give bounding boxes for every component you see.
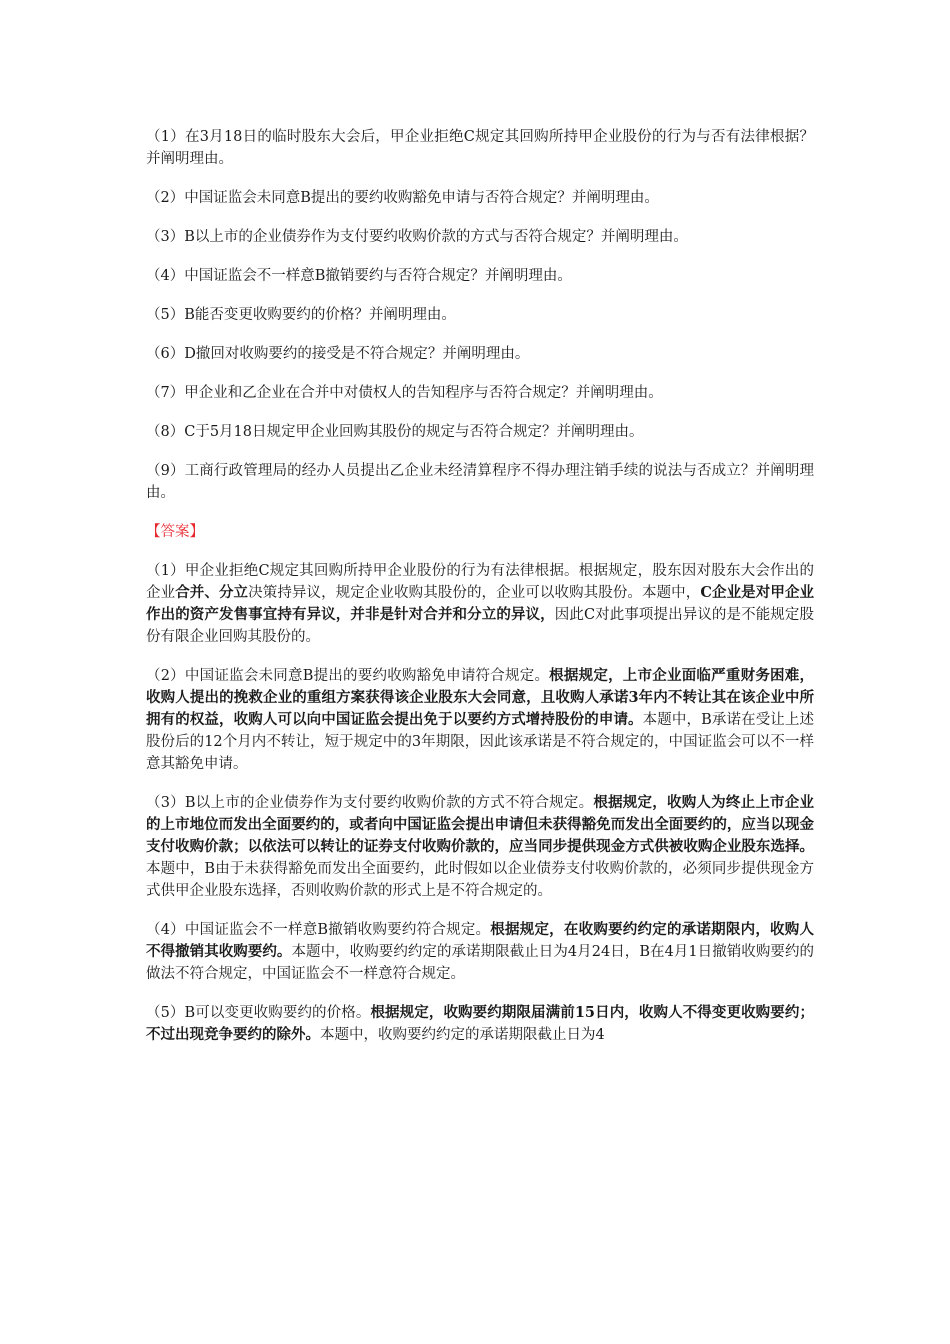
question-4: （4）中国证监会不一样意B撤销要约与否符合规定？并阐明理由。 (146, 268, 572, 284)
document-body (146, 126, 814, 1063)
question-2: （2）中国证监会未同意B提出的要约收购豁免申请与否符合规定？并阐明理由。 (146, 190, 659, 206)
question-1: （1）在3月18日的临时股东大会后，甲企业拒绝C规定其回购所持甲企业股份的行为与否有法律根据？并阐明理由。 (146, 129, 814, 167)
answer-4-text-1: （4）中国证监会不一样意B撤销收购要约符合规定。 (146, 922, 491, 938)
question-9: （9）工商行政管理局的经办人员提出乙企业未经清算程序不得办理注销手续的说法与否成立？并阐明理由。 (146, 463, 814, 501)
answer-2-bold-1: 根据规定，上市企业面临严重财务困难，收购人提出的挽救企业的重组方案获得该企业股东大会同意，且收购人承诺3年内不转让其在该企业中所拥有的权益，收购人可以向中国证监会提出免于以要约方式增持股份的申请。 (146, 667, 814, 728)
answer-1-text-1: （1）甲企业拒绝C规定其回购所持甲企业股份的行为有法律根据。根据规定，股东因对股东大会作出的企业 (146, 563, 814, 601)
question-5: （5）B能否变更收购要约的价格？并阐明理由。 (146, 307, 456, 323)
answer-4 (146, 919, 814, 985)
question-6: （6）D撤回对收购要约的接受是不符合规定？并阐明理由。 (146, 346, 530, 362)
answer-1 (146, 560, 814, 648)
answer-2-text-1: （2）中国证监会未同意B提出的要约收购豁免申请符合规定。 (146, 668, 550, 684)
answer-5-text-1: （5）B可以变更收购要约的价格。 (146, 1005, 371, 1021)
answer-3-text-1: （3）B以上市的企业债券作为支付要约收购价款的方式不符合规定。 (146, 795, 594, 811)
answer-2-text-2: 本题中，B承诺在受让上述股份后的12个月内不转让，短于规定中的3年期限，因此该承诺是不符合规定的，中国证监会可以不一样意其豁免申请。 (146, 712, 815, 772)
answer-5 (146, 1002, 814, 1046)
answer-3 (146, 792, 814, 902)
answer-heading: 【答案】 (146, 524, 204, 540)
answer-5-bold-1: 根据规定，收购要约期限届满前15日内，收购人不得变更收购要约；不过出现竞争要约的除外。 (146, 1004, 814, 1043)
answer-4-bold-1: 根据规定，在收购要约约定的承诺期限内，收购人不得撤销其收购要约。 (146, 921, 814, 960)
answer-1-text-2: 决策持异议，规定企业收购其股份的，企业可以收购其股份。本题中， (248, 585, 701, 601)
answer-2 (146, 665, 814, 775)
question-7: （7）甲企业和乙企业在合并中对债权人的告知程序与否符合规定？并阐明理由。 (146, 385, 663, 401)
answer-1-text-3: 因此C对此事项提出异议的是不能规定股份有限企业回购其股份的。 (146, 607, 815, 645)
question-3: （3）B以上市的企业债券作为支付要约收购价款的方式与否符合规定？并阐明理由。 (146, 229, 688, 245)
answer-1-bold-2: C企业是对甲企业作出的资产发售事宜持有异议，并非是针对合并和分立的异议， (146, 584, 815, 623)
answer-4-text-2: 本题中，收购要约约定的承诺期限截止日为4月24日，B在4月1日撤销收购要约的做法不符合规定，中国证监会不一样意符合规定。 (146, 944, 815, 982)
answer-3-text-2: 本题中，B由于未获得豁免而发出全面要约，此时假如以企业债券支付收购价款的，必须同步提供现金方式供甲企业股东选择，否则收购价款的形式上是不符合规定的。 (146, 861, 814, 899)
question-8: （8）C于5月18日规定甲企业回购其股份的规定与否符合规定？并阐明理由。 (146, 424, 644, 440)
answer-3-bold-1: 根据规定，收购人为终止上市企业的上市地位而发出全面要约的，或者向中国证监会提出申请但未获得豁免而发出全面要约的，应当以现金支付收购价款；以依法可以转让的证券支付收购价款的，应当同步提供现金方式供被收购企业股东选择。 (146, 794, 814, 855)
answer-1-bold-1: 合并、分立 (175, 584, 249, 601)
answer-5-text-2: 本题中，收购要约约定的承诺期限截止日为4 (320, 1027, 605, 1043)
